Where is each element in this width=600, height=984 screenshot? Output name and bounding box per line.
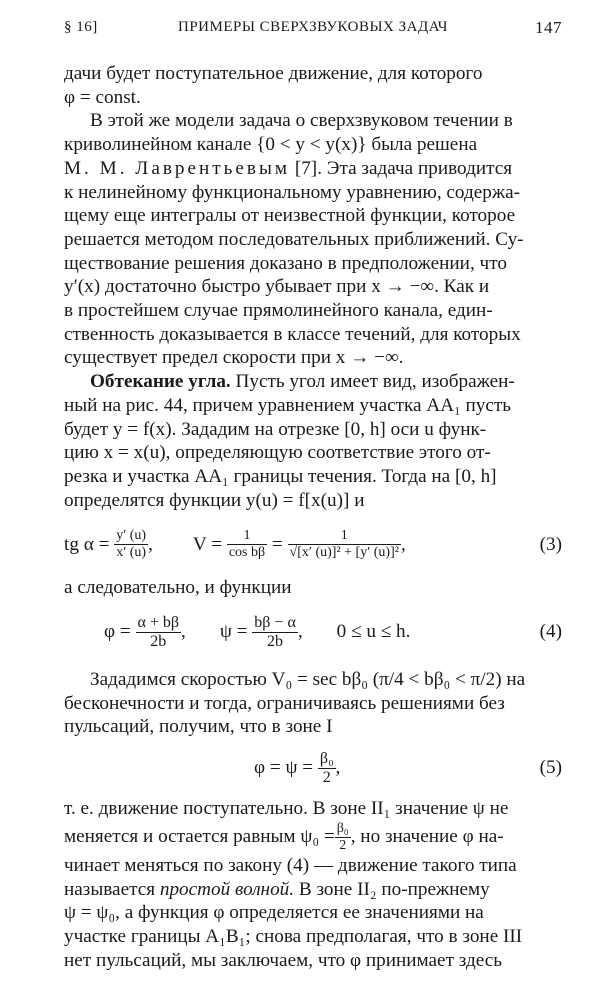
text-line: ный на рис. 44, причем уравнением участка AA₁ пусть <box>64 394 512 416</box>
text-line: ственность доказывается в классе течений, для которых <box>64 323 521 345</box>
page-number: 147 <box>535 18 562 37</box>
text-line: y′(x) достаточно быстро убывает при x → −∞. Как и <box>64 276 490 298</box>
author-name: М. М. Лаврентьевым <box>64 157 291 179</box>
eq3-comma: , <box>148 533 153 555</box>
eq3-den2: cos bβ <box>228 544 266 560</box>
running-header <box>64 16 562 40</box>
equation-number-5: (5) <box>539 757 562 779</box>
text-line: В зоне II₂ по-прежнему <box>294 878 490 900</box>
eq4-fraction-1 <box>136 614 182 651</box>
text-line: ществование решения доказано в предположении, что <box>64 252 507 274</box>
eq4-psi: ψ = <box>219 621 248 643</box>
text-line: дачи будет поступательное движение, для которого <box>64 63 483 84</box>
eq3-den3: √[x′ (u)]² + [y′ (u)]² <box>289 544 399 560</box>
eq3-fraction-1 <box>114 528 148 561</box>
paragraph-4 <box>64 576 562 600</box>
eq5-fraction <box>318 750 336 787</box>
eq3-den1: x′ (u) <box>116 544 147 560</box>
text-line: в простейшем случае прямолинейного канала, един- <box>64 300 493 322</box>
eq5-num: β₀ <box>319 749 334 767</box>
text-line: нет пульсаций, мы заключаем, что φ принимает здесь <box>64 949 503 971</box>
text-line: ψ = ψ₀, а функция φ определяется ее значениями на <box>64 902 484 924</box>
text-line: называется <box>64 878 160 900</box>
text-line: определятся функции y(u) = f[x(u)] и <box>64 489 365 511</box>
paragraph-3 <box>64 370 562 512</box>
text-line: чинает меняться по закону (4) — движение такого типа <box>64 854 517 876</box>
eq4-comma: , <box>181 621 186 643</box>
paragraph-6 <box>64 797 562 972</box>
eq4-comma-2: , <box>297 621 303 643</box>
text-line: участке границы A₁B₁; снова предполагая, что в зоне III <box>64 925 523 947</box>
eq3-lhs: tg α = <box>64 533 110 555</box>
paragraph-5 <box>64 668 562 739</box>
running-title: ПРИМЕРЫ СВЕРХЗВУКОВЫХ ЗАДАЧ <box>177 19 449 35</box>
eq4-den2: 2b <box>267 632 284 650</box>
eq3-fraction-3 <box>288 528 401 561</box>
eq4-den1: 2b <box>150 632 167 650</box>
run-in-heading: Обтекание угла. <box>90 371 231 393</box>
text-line: существует предел скорости при x → −∞. <box>64 347 404 369</box>
text-line: бесконечности и тогда, ограничиваясь решениями без <box>64 692 505 714</box>
eq3-num2: 1 <box>227 528 267 545</box>
equation-5 <box>64 739 562 797</box>
eq3-equals: = <box>271 533 283 555</box>
text-line: будет y = f(x). Зададим на отрезке [0, h] оси u функ- <box>64 418 487 440</box>
inline-frac-den: 2 <box>339 837 347 853</box>
equation-3 <box>64 512 562 576</box>
eq3-num3: 1 <box>288 528 401 545</box>
eq4-range: 0 ≤ u ≤ h. <box>336 621 411 643</box>
eq3-fraction-2 <box>227 528 267 561</box>
text-line: меняется и остается равным ψ₀ = <box>64 825 335 847</box>
inline-frac-num: β₀ <box>336 820 349 836</box>
eq5-lhs: φ = ψ = <box>254 757 314 779</box>
text-line: [7]. Эта задача приводится <box>290 157 513 179</box>
text-line: Пусть угол имеет вид, изображен- <box>230 371 515 393</box>
text-line: к нелинейному функциональному уравнению, содержа- <box>64 181 521 203</box>
eq3-comma-2: , <box>400 533 406 555</box>
text-line: , но значение φ на- <box>350 825 504 847</box>
text-line: резка и участка AA₁ границы течения. Тогда на [0, h] <box>64 465 497 487</box>
equation-number-3: (3) <box>539 533 562 555</box>
paragraph-1 <box>64 62 562 109</box>
text-line: φ = const. <box>64 86 141 108</box>
eq3-velocity: V = <box>192 533 223 555</box>
equation-number-4: (4) <box>539 621 562 643</box>
text-line: т. е. движение поступательно. В зоне II₁ значение ψ не <box>64 798 509 820</box>
page-body <box>64 62 562 972</box>
text-line: пульсаций, получим, что в зоне I <box>64 716 333 738</box>
equation-4 <box>64 600 562 664</box>
paragraph-2 <box>64 109 562 370</box>
eq5-comma: , <box>335 757 341 779</box>
text-line: криволинейном канале {0 < y < y(x)} была решена <box>64 134 478 156</box>
text-line: щему еще интегралы от неизвестной функции, которое <box>64 205 516 227</box>
text-line: Зададимся скоростью V₀ = sec bβ₀ (π/4 < bβ₀ < π/2) на <box>90 669 526 691</box>
italic-term: простой волной. <box>159 878 295 900</box>
eq4-num1: α + bβ <box>137 613 180 631</box>
inline-fraction <box>335 821 351 854</box>
eq4-fraction-2 <box>252 614 298 651</box>
eq4-num2: bβ − α <box>254 613 296 631</box>
eq5-den: 2 <box>322 768 331 786</box>
text-line: решается методом последовательных приближений. Су- <box>64 228 524 250</box>
text-line: а следовательно, и функции <box>64 577 292 599</box>
eq4-lhs: φ = <box>104 621 131 643</box>
eq3-num1: y′ (u) <box>116 527 147 543</box>
text-line: цию x = x(u), определяющую соответствие этого от- <box>64 442 491 464</box>
text-line: В этой же модели задача о сверхзвуковом течении в <box>90 110 513 132</box>
section-mark: § 16] <box>64 19 98 35</box>
